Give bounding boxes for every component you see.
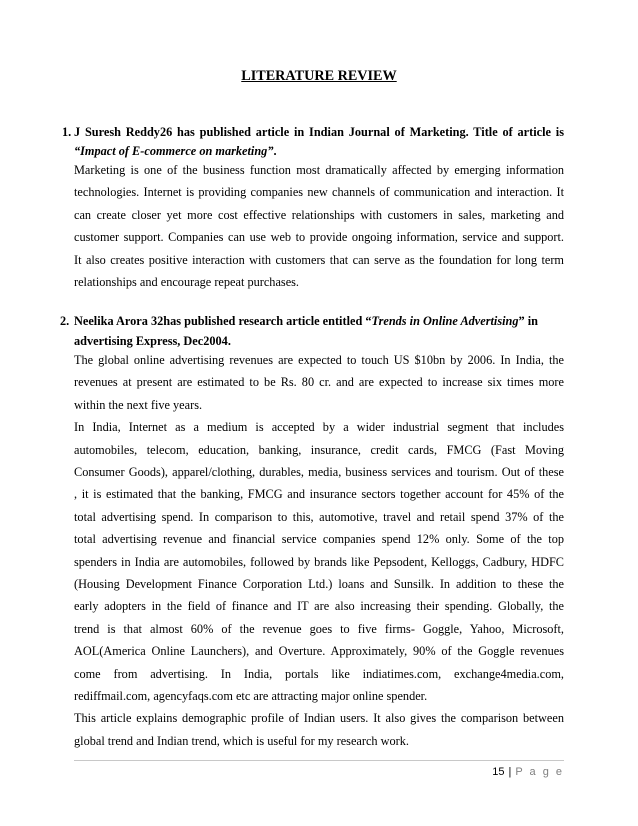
item-2-paragraph-line: within the next five years. — [74, 397, 203, 412]
item-1-paragraph-line: can create closer yet more cost effective relationships with customers in sales, marketing and — [74, 207, 564, 222]
item-2-paragraph-line: spenders in India are automobiles, followed by brands like Pepsodent, Kelloggs, Cadbury, HDFC — [74, 554, 564, 569]
item-2-paragraph-line: global trend and Indian trend, which is useful for my research work. — [74, 733, 409, 748]
item-2-paragraph-line: This article explains demographic profile of Indian users. It also gives the comparison between — [74, 711, 564, 726]
item-1-paragraph-line: technologies. Internet is providing companies new channels of communication and interaction. It — [74, 185, 564, 200]
item-1-paragraph-line: Marketing is one of the business function most dramatically affected by emerging information — [74, 163, 564, 177]
item-2-paragraph-line: total advertising spend. In comparison to this, automotive, travel and retail spend 37% of the — [74, 509, 564, 524]
item-2-paragraph-line: AOL(America Online Launchers), and Overture. Approximately, 90% of the Goggle revenues — [74, 644, 564, 659]
item-2-paragraph-line: Consumer Goods), apparel/clothing, durables, media, business services and tourism. Out of these — [74, 465, 564, 479]
footer-divider — [74, 760, 564, 761]
item-2-paragraph-line: (Housing Development Finance Corporation Ltd.) loans and Sunsilk. In addition to these the — [74, 577, 564, 591]
item-2-paragraph-line: trend is that almost 60% of the revenue goes to five firms- Goggle, Yahoo, Microsoft, — [74, 621, 564, 636]
item-1-paragraph-line: customer support. Companies can use web to provide ongoing information, service and support. — [74, 230, 564, 245]
item-2-paragraph-line: , it is estimated that the banking, FMCG and insurance sectors together account for 45% of the — [74, 487, 564, 502]
item-2-paragraph-line: total advertising revenue and financial service companies spend 12% only. Some of the top — [74, 532, 564, 547]
item-2-number: 2. — [60, 314, 70, 328]
item-1-subheading — [74, 143, 564, 159]
page-title: LITERATURE REVIEW — [241, 68, 397, 84]
item-1-article-title: “Impact of E-commerce on marketing” — [74, 144, 274, 158]
page-footer — [492, 766, 564, 778]
item-2-paragraph-line: In India, Internet as a medium is accepted by a wider industrial segment that includes — [74, 420, 564, 435]
item-2-paragraph-line: early adopters in the field of finance and IT are also increasing their spending. Globally, the — [74, 599, 564, 614]
item-2-paragraph-line: The global online advertising revenues are expected to touch US $10bn by 2006. In India, the — [74, 353, 564, 367]
item-2-heading-text: Neelika Arora 32has published research article entitled “ — [74, 314, 372, 328]
item-2-paragraph-line: automobiles, telecom, education, banking, insurance, credit cards, FMCG (Fast Moving — [74, 442, 564, 457]
item-2-heading — [74, 313, 564, 329]
page-label: P a g e — [515, 766, 564, 778]
item-1-heading — [74, 124, 564, 140]
item-2-paragraph-line: revenues at present are estimated to be Rs. 80 cr. and are expected to increase six times more — [74, 375, 564, 390]
footer-separator: | — [508, 766, 512, 778]
item-2-heading-end: ” in — [518, 314, 539, 328]
item-1-article-title-end: . — [273, 144, 277, 158]
page-number: 15 — [492, 766, 505, 778]
item-1-heading-text: J Suresh Reddy26 has published article in Indian Journal of Marketing. Title of article is — [74, 125, 564, 139]
item-1-paragraph-line: relationships and encourage repeat purchases. — [74, 275, 300, 289]
item-2-paragraph-line: rediffmail.com, agencyfaqs.com etc are attracting major online spender. — [74, 689, 428, 703]
item-2-paragraph-line: come from advertising. In India, portals like indiatimes.com, exchange4media.com, — [74, 666, 564, 681]
item-1-paragraph-line: It also creates positive interaction with customers that can serve as the foundation for long term — [74, 252, 564, 267]
item-2-article-title: Trends in Online Advertising — [371, 314, 519, 328]
item-1-number: 1. — [62, 125, 72, 139]
item-2-subheading: advertising Express, Dec2004. — [74, 334, 231, 348]
